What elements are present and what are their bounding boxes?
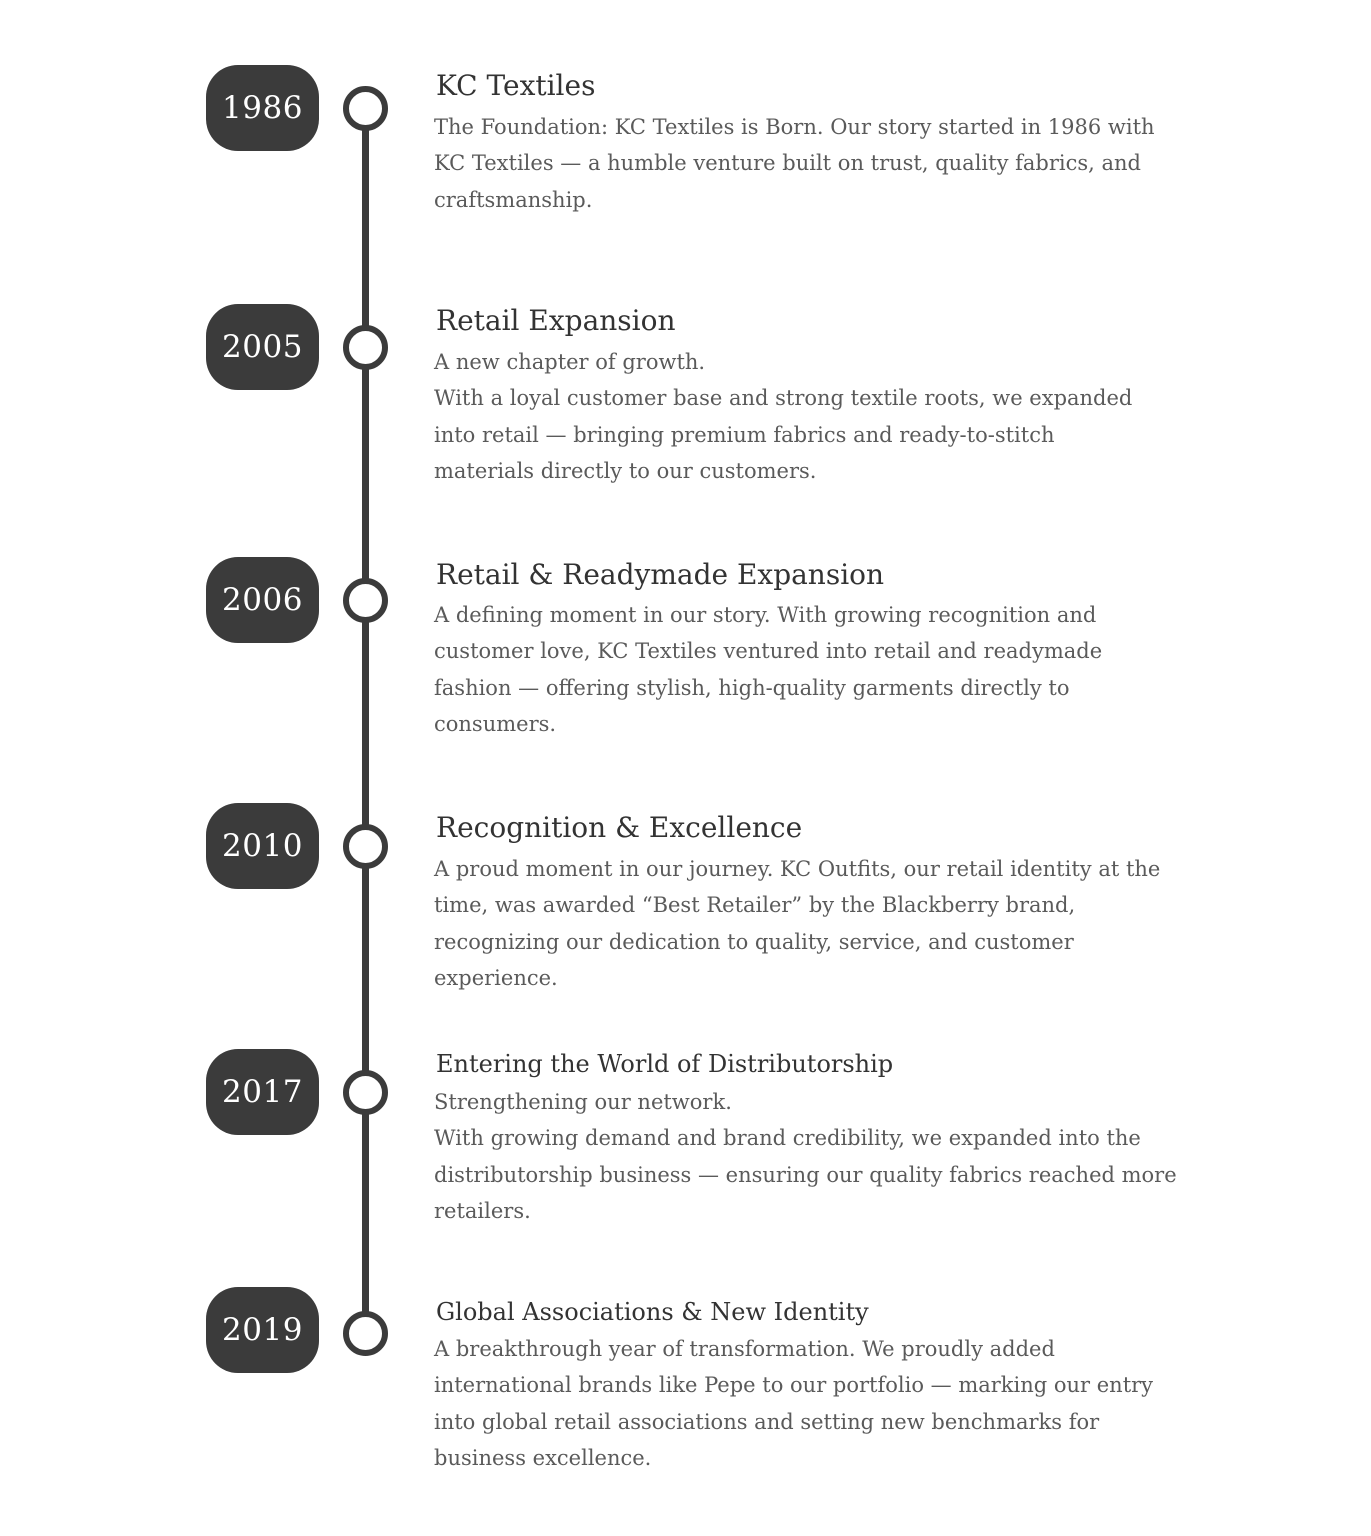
entry-description-line: With a loyal customer base and strong textile roots, we expanded: [434, 386, 1133, 411]
entry-description-line: A new chapter of growth.: [434, 350, 706, 374]
entry-description-line: fashion — offering stylish, high-quality garments directly to: [434, 675, 1070, 700]
timeline-node-icon: [343, 578, 388, 623]
entry-description-line: KC Textiles — a humble venture built on trust, quality fabrics, and: [434, 151, 1141, 176]
entry-title: Global Associations & New Identity: [436, 1298, 869, 1326]
entry-description-line: retailers.: [434, 1198, 531, 1223]
year-badge: 2006: [206, 557, 319, 643]
entry-description-line: materials directly to our customers.: [434, 458, 817, 483]
year-badge: 2017: [206, 1049, 319, 1135]
timeline-node-icon: [343, 1070, 388, 1115]
entry-description-line: A proud moment in our journey. KC Outfits, our retail identity at the: [434, 857, 1161, 881]
entry-description-line: recognizing our dedication to quality, service, and customer: [434, 929, 1074, 954]
entry-description-line: distributorship business — ensuring our quality fabrics reached more: [434, 1162, 1177, 1187]
timeline-node-icon: [343, 325, 388, 370]
timeline-node-icon: [343, 86, 388, 131]
entry-description-line: international brands like Pepe to our portfolio — marking our entry: [434, 1373, 1154, 1398]
entry-title: Recognition & Excellence: [436, 811, 803, 844]
year-badge: 1986: [206, 65, 319, 151]
entry-description-line: craftsmanship.: [434, 187, 593, 212]
entry-description: [434, 851, 1234, 996]
entry-description-line: experience.: [434, 965, 558, 990]
entry-description: [434, 344, 1234, 489]
timeline-axis-line: [362, 108, 369, 1333]
entry-title: Retail Expansion: [436, 304, 676, 337]
entry-description-line: A breakthrough year of transformation. We proudly added: [434, 1337, 1055, 1361]
entry-description-line: A defining moment in our story. With growing recognition and: [434, 603, 1097, 627]
year-badge: 2019: [206, 1287, 319, 1373]
entry-description-line: customer love, KC Textiles ventured into retail and readymade: [434, 639, 1103, 664]
entry-title: Retail & Readymade Expansion: [436, 558, 885, 591]
entry-description-line: time, was awarded “Best Retailer” by the Blackberry brand,: [434, 893, 1076, 918]
entry-description: [434, 1331, 1234, 1476]
entry-description-line: into global retail associations and setting new benchmarks for: [434, 1409, 1100, 1434]
entry-description-line: With growing demand and brand credibility, we expanded into the: [434, 1126, 1141, 1151]
year-badge: 2010: [206, 803, 319, 889]
entry-description: [434, 109, 1234, 218]
entry-description: [434, 597, 1234, 742]
entry-description-line: business excellence.: [434, 1445, 652, 1470]
timeline-node-icon: [343, 1311, 388, 1356]
entry-description-line: consumers.: [434, 711, 557, 736]
entry-description-line: Strengthening our network.: [434, 1090, 732, 1114]
timeline-node-icon: [343, 824, 388, 869]
entry-description-line: into retail — bringing premium fabrics and ready-to-stitch: [434, 422, 1055, 447]
year-badge: 2005: [206, 304, 319, 390]
entry-description: [434, 1084, 1234, 1229]
entry-title: Entering the World of Distributorship: [436, 1050, 894, 1078]
entry-title: KC Textiles: [436, 69, 596, 102]
entry-description-line: The Foundation: KC Textiles is Born. Our story started in 1986 with: [434, 115, 1155, 139]
